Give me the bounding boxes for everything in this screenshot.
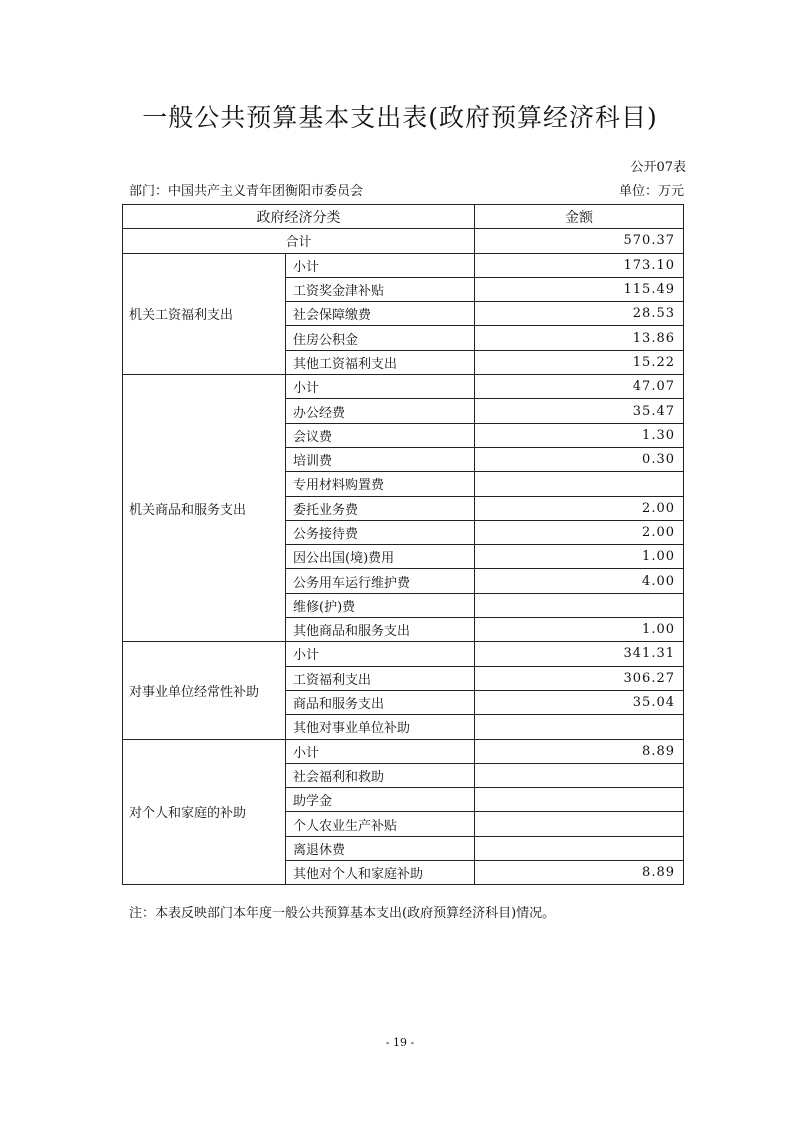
category-cell: 机关工资福利支出 bbox=[123, 253, 286, 374]
amount-cell: 8.89 bbox=[475, 861, 684, 885]
total-value: 570.37 bbox=[475, 229, 684, 253]
department-label: 部门：中国共产主义青年团衡阳市委员会 bbox=[129, 184, 364, 199]
amount-cell: 2.00 bbox=[475, 520, 684, 544]
amount-cell: 1.30 bbox=[475, 423, 684, 447]
amount-cell: 2.00 bbox=[475, 496, 684, 520]
item-cell: 个人农业生产补贴 bbox=[286, 812, 475, 836]
amount-cell bbox=[475, 812, 684, 836]
item-cell: 工资福利支出 bbox=[286, 666, 475, 690]
table-row bbox=[123, 253, 684, 277]
amount-cell: 47.07 bbox=[475, 375, 684, 399]
item-cell: 其他工资福利支出 bbox=[286, 350, 475, 374]
amount-cell bbox=[475, 763, 684, 787]
item-cell: 社会福利和救助 bbox=[286, 763, 475, 787]
table-header-row bbox=[123, 205, 684, 229]
amount-cell bbox=[475, 715, 684, 739]
item-cell: 其他对个人和家庭补助 bbox=[286, 861, 475, 885]
category-cell: 机关商品和服务支出 bbox=[123, 375, 286, 642]
item-cell: 会议费 bbox=[286, 423, 475, 447]
item-cell: 公务用车运行维护费 bbox=[286, 569, 475, 593]
item-cell: 小计 bbox=[286, 642, 475, 666]
amount-cell: 8.89 bbox=[475, 739, 684, 763]
amount-cell: 115.49 bbox=[475, 277, 684, 301]
item-cell: 办公经费 bbox=[286, 399, 475, 423]
item-cell: 维修(护)费 bbox=[286, 593, 475, 617]
amount-cell: 13.86 bbox=[475, 326, 684, 350]
amount-cell bbox=[475, 836, 684, 860]
item-cell: 工资奖金津补贴 bbox=[286, 277, 475, 301]
amount-cell bbox=[475, 472, 684, 496]
item-cell: 小计 bbox=[286, 375, 475, 399]
item-cell: 离退休费 bbox=[286, 836, 475, 860]
page-title: 一般公共预算基本支出表(政府预算经济科目) bbox=[142, 103, 658, 132]
amount-cell: 0.30 bbox=[475, 447, 684, 471]
item-cell: 培训费 bbox=[286, 447, 475, 471]
header-amount: 金额 bbox=[475, 205, 684, 229]
amount-cell bbox=[475, 593, 684, 617]
item-cell: 助学金 bbox=[286, 788, 475, 812]
amount-cell: 306.27 bbox=[475, 666, 684, 690]
amount-cell: 1.00 bbox=[475, 618, 684, 642]
amount-cell: 35.47 bbox=[475, 399, 684, 423]
item-cell: 商品和服务支出 bbox=[286, 690, 475, 714]
amount-cell: 28.53 bbox=[475, 302, 684, 326]
table-row bbox=[123, 739, 684, 763]
amount-cell: 341.31 bbox=[475, 642, 684, 666]
amount-cell: 4.00 bbox=[475, 569, 684, 593]
item-cell: 因公出国(境)费用 bbox=[286, 545, 475, 569]
item-cell: 其他商品和服务支出 bbox=[286, 618, 475, 642]
item-cell: 小计 bbox=[286, 253, 475, 277]
header-classification: 政府经济分类 bbox=[123, 205, 475, 229]
form-number: 公开07表 bbox=[630, 160, 686, 175]
page-number: - 19 - bbox=[385, 1036, 415, 1049]
item-cell: 其他对事业单位补助 bbox=[286, 715, 475, 739]
total-label: 合计 bbox=[123, 229, 475, 253]
item-cell: 公务接待费 bbox=[286, 520, 475, 544]
item-cell: 住房公积金 bbox=[286, 326, 475, 350]
table-row bbox=[123, 642, 684, 666]
budget-table bbox=[122, 204, 684, 885]
amount-cell: 15.22 bbox=[475, 350, 684, 374]
footnote: 注：本表反映部门本年度一般公共预算基本支出(政府预算经济科目)情况。 bbox=[129, 906, 556, 921]
category-cell: 对事业单位经常性补助 bbox=[123, 642, 286, 739]
item-cell: 委托业务费 bbox=[286, 496, 475, 520]
amount-cell: 1.00 bbox=[475, 545, 684, 569]
amount-cell: 35.04 bbox=[475, 690, 684, 714]
item-cell: 专用材料购置费 bbox=[286, 472, 475, 496]
table-row bbox=[123, 375, 684, 399]
amount-cell: 173.10 bbox=[475, 253, 684, 277]
category-cell: 对个人和家庭的补助 bbox=[123, 739, 286, 885]
item-cell: 社会保障缴费 bbox=[286, 302, 475, 326]
amount-cell bbox=[475, 788, 684, 812]
unit-label: 单位：万元 bbox=[618, 184, 684, 199]
item-cell: 小计 bbox=[286, 739, 475, 763]
total-row bbox=[123, 229, 684, 253]
